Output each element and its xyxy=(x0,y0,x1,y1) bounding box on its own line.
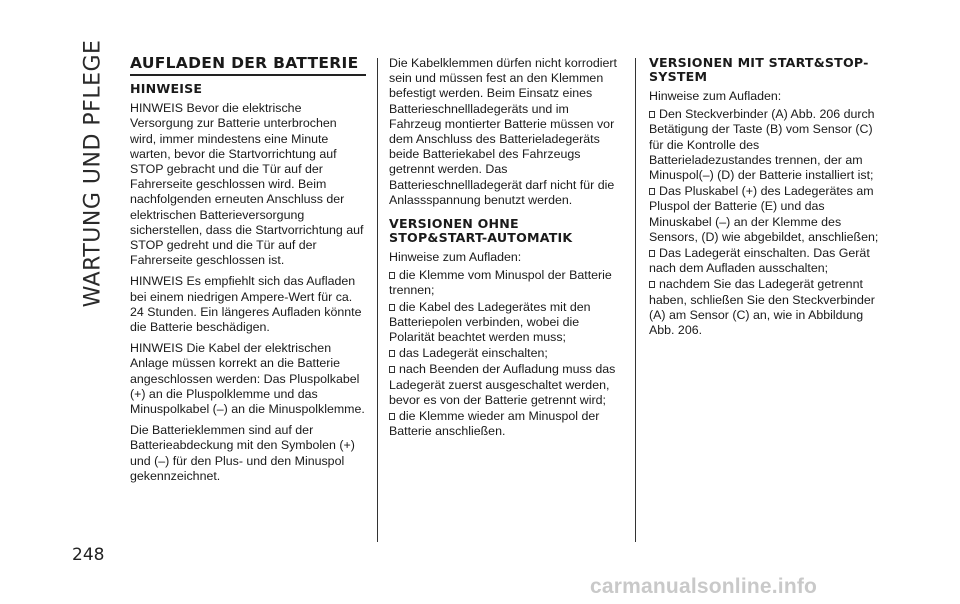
list-item: Den Steckverbinder (A) Abb. 206 durch Betätigung der Taste (B) vom Sensor (C) für die Kontrolle des Batterieladezustandes trennen, der am Minuspol(–) (D) der Batterie installiert ist; xyxy=(649,107,875,183)
list-item: die Klemme vom Minuspol der Batterie trennen; xyxy=(389,268,612,298)
bullet-list-mit xyxy=(649,107,884,338)
section-side-title-text: WARTUNG UND PFLEGE xyxy=(80,39,106,307)
section-side-title xyxy=(66,39,120,307)
subtitle-ohne-start-stop: VERSIONEN OHNE STOP&START-AUTOMATIK xyxy=(389,216,573,246)
list-item: die Klemme wieder am Minuspol der Batterie anschließen. xyxy=(389,409,600,439)
paragraph-3: HINWEIS Die Kabel der elektrischen Anlage müssen korrekt an die Batterie angeschlossen werden: Das Pluspolkabel (+) an die Pluspolklemme und das Minuspolkabel (–) an die Minuspolklemme. xyxy=(130,341,365,417)
column-divider-2 xyxy=(635,58,636,542)
list-item: nachdem Sie das Ladegerät getrennt haben, schließen Sie den Steckverbinder (A) am Sensor (C) an, wie in Abbildung Abb. 206. xyxy=(649,277,875,338)
lead-text: Hinweise zum Aufladen: xyxy=(389,250,522,265)
column-divider-1 xyxy=(377,58,378,542)
column-1 xyxy=(130,56,366,490)
bullet-square-icon xyxy=(389,304,395,311)
bullet-square-icon xyxy=(389,272,395,279)
paragraph-intro: Die Kabelklemmen dürfen nicht korrodiert sein und müssen fest an den Klemmen befestigt werden. Beim Einsatz eines Batterieschnellladegeräts und im Fahrzeug montierter Batterie müssen vor dem Anschluss des Batterieladegeräts beide Batteriekabel des Fahrzeugs getrennt werden. Das Batterieschnellladegerät darf nicht für die Anlassspannung benutzt werden. xyxy=(389,56,617,207)
bullet-square-icon xyxy=(389,366,395,373)
list-item: das Ladegerät einschalten; xyxy=(389,346,621,361)
paragraph-2: HINWEIS Es empfiehlt sich das Aufladen bei einem niedrigen Ampere-Wert für ca. 24 Stunden. Ein längeres Aufladen könnte die Batterie beschädigen. xyxy=(130,274,362,335)
paragraph-4: Die Batterieklemmen sind auf der Batterieabdeckung mit den Symbolen (+) und (–) für den Plus- und den Minuspol gekennzeichnet. xyxy=(130,423,355,483)
bullet-square-icon xyxy=(649,250,655,257)
page-number: 248 xyxy=(72,545,105,565)
subtitle-hinweise: HINWEISE xyxy=(130,81,203,97)
page-title: AUFLADEN DER BATTERIE xyxy=(130,56,366,76)
list-item: die Kabel des Ladegerätes mit den Batteriepolen verbinden, wobei die Polarität beachtet werden muss; xyxy=(389,299,591,345)
column-3 xyxy=(649,56,884,339)
bullet-list-ohne xyxy=(389,268,621,439)
bullet-square-icon xyxy=(649,111,655,118)
list-item: nach Beenden der Aufladung muss das Ladegerät zuerst ausgeschaltet werden, bevor es von der Batterie getrennt wird; xyxy=(389,362,616,407)
watermark-text: carmanualsonline.info xyxy=(590,575,818,598)
bullet-square-icon xyxy=(649,188,655,195)
bullet-square-icon xyxy=(649,281,655,288)
lead-text: Hinweise zum Aufladen: xyxy=(649,89,782,103)
bullet-square-icon xyxy=(389,413,395,420)
bullet-square-icon xyxy=(389,350,395,357)
list-item: Das Pluskabel (+) des Ladegerätes am Pluspol der Batterie (E) und das Minuskabel (–) an der Klemme des Sensors, (D) wie abgebildet, anschließen; xyxy=(649,184,879,244)
paragraph-1: HINWEIS Bevor die elektrische Versorgung zur Batterie unterbrochen wird, immer mindestens eine Minute warten, bevor die Startvorrichtung auf STOP gebracht und die Tür auf der Fahrerseite geschlossen wird. Beim nachfolgenden erneuten Anschluss der elektrischen Batterieversorgung sicherstellen, dass die Startvorrichtung auf STOP gedreht und die Tür auf der Fahrerseite geschlossen ist. xyxy=(130,101,364,268)
list-item: Das Ladegerät einschalten. Das Gerät nach dem Aufladen ausschalten; xyxy=(649,246,870,276)
column-2 xyxy=(389,56,621,440)
subtitle-mit-start-stop: VERSIONEN MIT START&STOP-SYSTEM xyxy=(649,55,869,84)
